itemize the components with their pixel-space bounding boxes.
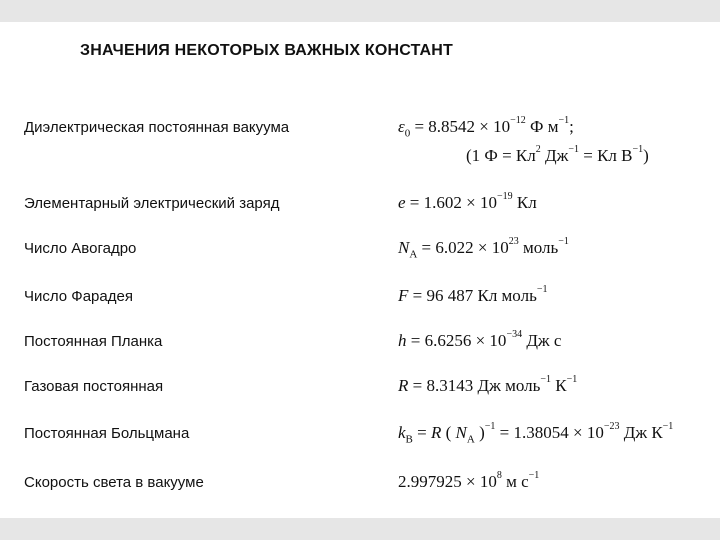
- note-exponent: 2: [535, 144, 541, 156]
- exponent: −1: [540, 374, 551, 386]
- constant-value-gas: [398, 376, 577, 396]
- value-text: = 6.6256 × 10: [406, 331, 507, 350]
- constant-name-gas: Газовая постоянная: [24, 378, 164, 395]
- unit-text: Ф м: [525, 117, 559, 136]
- value-text: = 6.022 × 10: [417, 238, 509, 257]
- exponent: −34: [506, 329, 523, 341]
- unit-exponent: −1: [558, 115, 570, 127]
- note-exponent: −1: [568, 144, 579, 156]
- constant-name-permittivity: Диэлектрическая постоянная вакуума: [24, 119, 290, 136]
- symbol: e: [398, 193, 406, 212]
- unit-text: К: [550, 376, 567, 395]
- constant-value-elementary-charge: [398, 193, 537, 213]
- unit-text: м с: [501, 472, 529, 491]
- constant-value-light-speed: [398, 472, 539, 492]
- unit-exponent: −1: [566, 374, 578, 386]
- constant-name-avogadro: Число Авогадро: [24, 240, 137, 257]
- symbol: h: [398, 331, 407, 350]
- value-text: = 1.38054 × 10: [495, 423, 604, 442]
- unit-exponent: −1: [558, 236, 569, 248]
- exponent: 8: [496, 470, 502, 482]
- exponent: −1: [484, 421, 496, 433]
- value-text: = 8.3143 Дж моль: [408, 376, 541, 395]
- value-text: = 8.8542 × 10: [410, 117, 511, 136]
- symbol: F: [398, 286, 409, 305]
- unit-text: Дж К: [619, 423, 663, 442]
- unit-text: Кл: [512, 193, 537, 212]
- value-tail: ;: [569, 117, 574, 136]
- symbol-subscript: 0: [404, 127, 411, 140]
- constant-value-faraday: [398, 286, 547, 306]
- value-text: = 96 487 Кл моль: [408, 286, 537, 305]
- symbol-subscript: A: [409, 248, 418, 261]
- note-exponent: −1: [632, 144, 644, 156]
- symbol: N: [398, 238, 410, 257]
- symbol-subscript: A: [466, 433, 475, 446]
- constant-name-faraday: Число Фарадея: [24, 288, 133, 305]
- note-part: ): [643, 146, 649, 165]
- exponent: −12: [510, 115, 526, 127]
- exponent: −23: [603, 421, 620, 433]
- unit-exponent: −1: [662, 421, 674, 433]
- exponent: −19: [496, 191, 513, 203]
- symbol: ε: [398, 117, 405, 136]
- note-part: = Кл В: [579, 146, 633, 165]
- value-text: = 1.602 × 10: [405, 193, 497, 212]
- constant-name-light-speed: Скорость света в вакууме: [24, 474, 204, 491]
- constant-name-boltzmann: Постоянная Больцмана: [24, 425, 190, 442]
- value-text: =: [412, 423, 431, 442]
- value-text: ): [474, 423, 485, 442]
- symbol: R: [398, 376, 409, 395]
- note-part: Дж: [540, 146, 569, 165]
- exponent: −1: [536, 284, 548, 296]
- symbol-subscript: B: [405, 433, 413, 446]
- constant-value-avogadro: [398, 236, 569, 261]
- symbol: R: [430, 423, 442, 442]
- constant-name-elementary-charge: Элементарный электрический заряд: [24, 195, 280, 212]
- constant-value-planck: [398, 331, 561, 351]
- value-text: (: [441, 423, 456, 442]
- permittivity-note: [466, 146, 649, 166]
- unit-text: Дж с: [522, 331, 562, 350]
- constant-name-planck: Постоянная Планка: [24, 333, 163, 350]
- value-text: 2.997925 × 10: [398, 472, 497, 491]
- slide-page: [0, 22, 720, 518]
- symbol: k: [398, 423, 406, 442]
- constant-value-permittivity: [398, 115, 574, 140]
- exponent: 23: [508, 236, 519, 248]
- unit-text: моль: [518, 238, 559, 257]
- page-title: ЗНАЧЕНИЯ НЕКОТОРЫХ ВАЖНЫХ КОНСТАНТ: [80, 42, 454, 59]
- unit-exponent: −1: [528, 470, 540, 482]
- constant-value-boltzmann: [398, 421, 674, 446]
- note-part: (1 Ф = Кл: [466, 146, 536, 165]
- symbol: N: [455, 423, 467, 442]
